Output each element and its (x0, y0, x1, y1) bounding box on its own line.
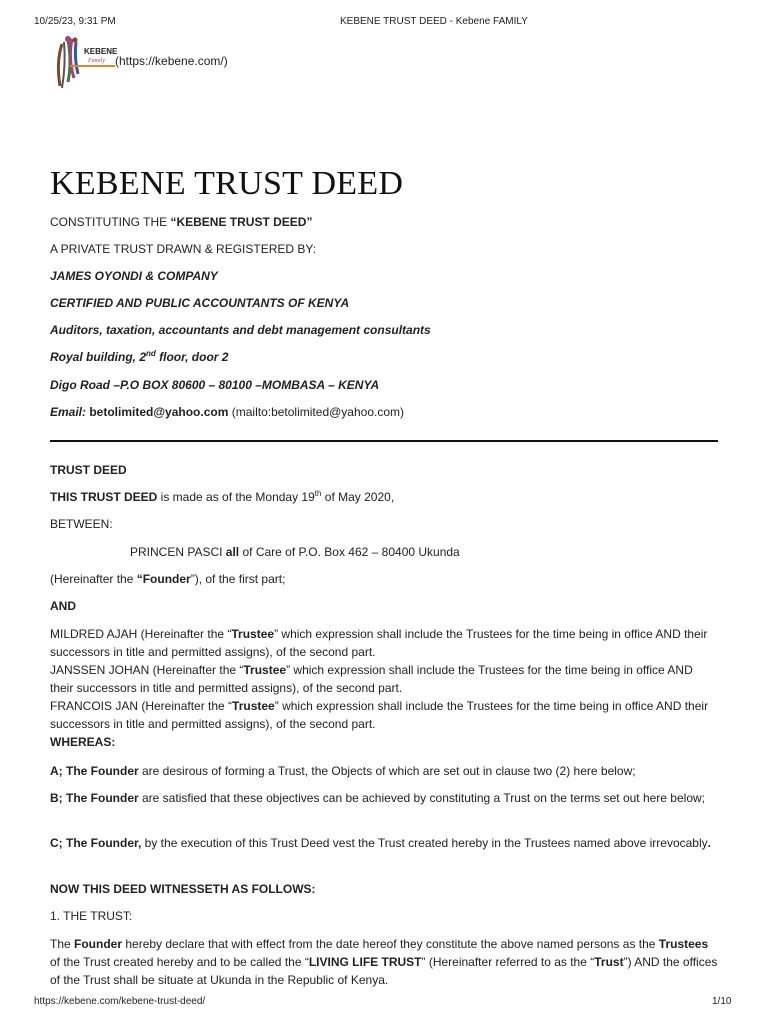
print-datetime: 10/25/23, 9:31 PM (34, 16, 116, 27)
kebene-logo[interactable] (48, 34, 118, 92)
between-line: BETWEEN: (50, 517, 113, 531)
private-trust-line: A PRIVATE TRUST DRAWN & REGISTERED BY: (50, 242, 317, 256)
divider (50, 440, 718, 442)
logo-text: KEBENE (84, 47, 118, 56)
certified-line: CERTIFIED AND PUBLIC ACCOUNTANTS OF KENYA (50, 296, 350, 310)
logo-subtext: Family (88, 58, 105, 64)
print-url[interactable]: https://kebene.com/kebene-trust-deed/ (34, 996, 206, 1007)
page-title: KEBENE TRUST DEED (50, 165, 404, 202)
building-line: Royal building, 2nd floor, door 2 (50, 349, 229, 364)
constituting-line: CONSTITUTING THE “KEBENE TRUST DEED” (50, 215, 313, 229)
trustee-francois: FRANCOIS JAN (Hereinafter the “Trustee” which expression shall include the Trustees for the time being in office AND their successors in title and permitted assigns), of the second part. (50, 699, 709, 731)
page-number: 1/10 (712, 996, 732, 1007)
site-link[interactable]: (https://kebene.com/) (115, 54, 228, 68)
clause-1-heading: 1. THE TRUST: (50, 909, 133, 923)
and-line: AND (50, 599, 76, 613)
clause-1-body: The Founder hereby declare that with effect from the date hereof they constitute the above named persons as the Trustees of the Trust created hereby and to be called the “LIVING LIFE TRUST” (Hereinafter referred to as the “Trust”) AND the offices of the Trust shall be situate at Ukunda in the Republic of Kenya. (50, 937, 718, 987)
print-title: KEBENE TRUST DEED - Kebene FAMILY (340, 16, 528, 27)
trustee-mildred: MILDRED AJAH (Hereinafter the “Trustee” which expression shall include the Trustees for the time being in office AND their successors in title and permitted assigns), of the second part. (50, 627, 708, 659)
recital-a: A; The Founder are desirous of forming a Trust, the Objects of which are set out in clause two (2) here below; (50, 764, 636, 778)
address-line: Digo Road –P.O BOX 80600 – 80100 –MOMBASA – KENYA (50, 378, 380, 392)
trustee-janssen: JANSSEN JOHAN (Hereinafter the “Trustee” which expression shall include the Trustees for the time being in office AND their successors in title and permitted assigns), of the second part. (50, 663, 693, 695)
recital-b: B; The Founder are satisfied that these objectives can be achieved by constituting a Trust on the terms set out here below; (50, 791, 705, 805)
this-deed-line: THIS TRUST DEED is made as of the Monday 19th of May 2020, (50, 489, 395, 504)
recital-c: C; The Founder, by the execution of this Trust Deed vest the Trust created hereby in the Trustees named above irrevocably. (50, 836, 711, 850)
founder-line: (Hereinafter the “Founder”), of the first part; (50, 572, 286, 586)
firm-name: JAMES OYONDI & COMPANY (50, 269, 218, 283)
trust-deed-heading: TRUST DEED (50, 463, 127, 477)
princen-line: PRINCEN PASCI all of Care of P.O. Box 462 – 80400 Ukunda (130, 545, 460, 559)
whereas-heading: WHEREAS: (50, 735, 116, 749)
auditors-line: Auditors, taxation, accountants and debt management consultants (50, 323, 431, 337)
email-link[interactable]: betolimited@yahoo.com (86, 405, 229, 419)
email-line: Email: betolimited@yahoo.com (mailto:betolimited@yahoo.com) (50, 405, 404, 419)
witnesseth-heading: NOW THIS DEED WITNESSETH AS FOLLOWS: (50, 882, 316, 896)
